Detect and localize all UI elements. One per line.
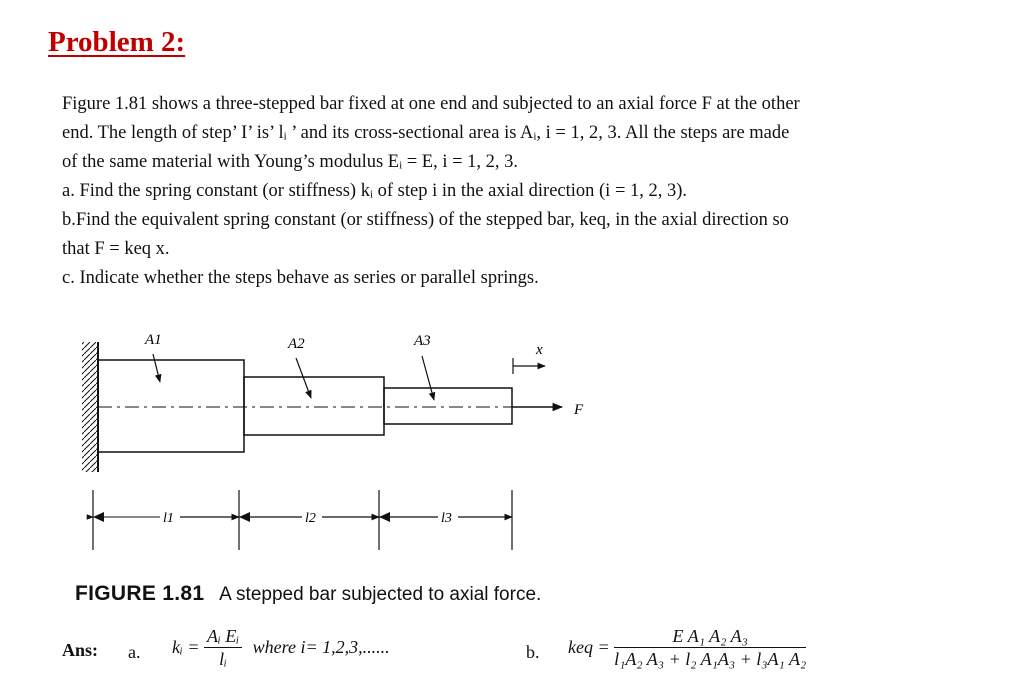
stepped-bar-figure [0, 300, 1024, 570]
kb-denominator: l₁A₂ A₃ + l₂ A₁A₃ + l₃A₁ A₂ [614, 649, 807, 669]
area-label-3: A3 [414, 333, 431, 349]
kb-numerator: E A₁ A₂ A₃ [614, 625, 806, 648]
figure-number: FIGURE 1.81 [75, 582, 205, 605]
problem-part-b-line-2: that F = keq x. [62, 239, 170, 259]
bar-step-2 [244, 377, 384, 435]
answer-a-label: a. [128, 642, 141, 662]
ka-denominator: lᵢ [219, 649, 227, 669]
answer-a-formula [172, 625, 390, 670]
figure-caption [75, 582, 541, 606]
bar-step-3 [384, 388, 512, 424]
problem-line-3: of the same material with Young’s modulus Eᵢ = E, i = 1, 2, 3. [62, 152, 519, 172]
x-axis-arrow [513, 358, 545, 374]
fixed-wall [82, 342, 98, 472]
problem-heading: Problem 2: [48, 26, 186, 58]
length-label-2: l2 [305, 511, 316, 526]
ka-fraction [204, 625, 242, 670]
answer-b-formula [568, 625, 806, 670]
force-label: F [574, 402, 584, 418]
ka-note: where i= 1,2,3,...... [252, 637, 390, 657]
answer-label: Ans: [62, 640, 99, 660]
problem-part-b-line-1: b.Find the equivalent spring constant (or stiffness) of the stepped bar, keq, in the axial direction so [62, 210, 789, 230]
length-label-3: l3 [441, 511, 452, 526]
area-label-2: A2 [288, 336, 305, 352]
kb-lhs: keq = [568, 637, 610, 657]
problem-part-c: c. Indicate whether the steps behave as series or parallel springs. [62, 268, 539, 288]
figure-caption-text: A stepped bar subjected to axial force. [219, 584, 542, 605]
problem-line-2: end. The length of step’ I’ is’ lᵢ ’ and its cross-sectional area is Aᵢ, i = 1, 2, 3. All the steps are made [62, 123, 790, 143]
bar-step-1 [98, 360, 244, 452]
x-label: x [536, 342, 543, 358]
kb-fraction [614, 625, 806, 670]
problem-part-a: a. Find the spring constant (or stiffness) kᵢ of step i in the axial direction (i = 1, 2, 3). [62, 181, 688, 201]
ka-lhs: kᵢ = [172, 637, 200, 657]
area-label-1: A1 [145, 332, 162, 348]
answer-b-label: b. [526, 642, 540, 662]
ka-numerator: Aᵢ Eᵢ [204, 625, 242, 648]
length-label-1: l1 [163, 511, 174, 526]
problem-line-1: Figure 1.81 shows a three-stepped bar fixed at one end and subjected to an axial force F at the other [62, 94, 800, 114]
